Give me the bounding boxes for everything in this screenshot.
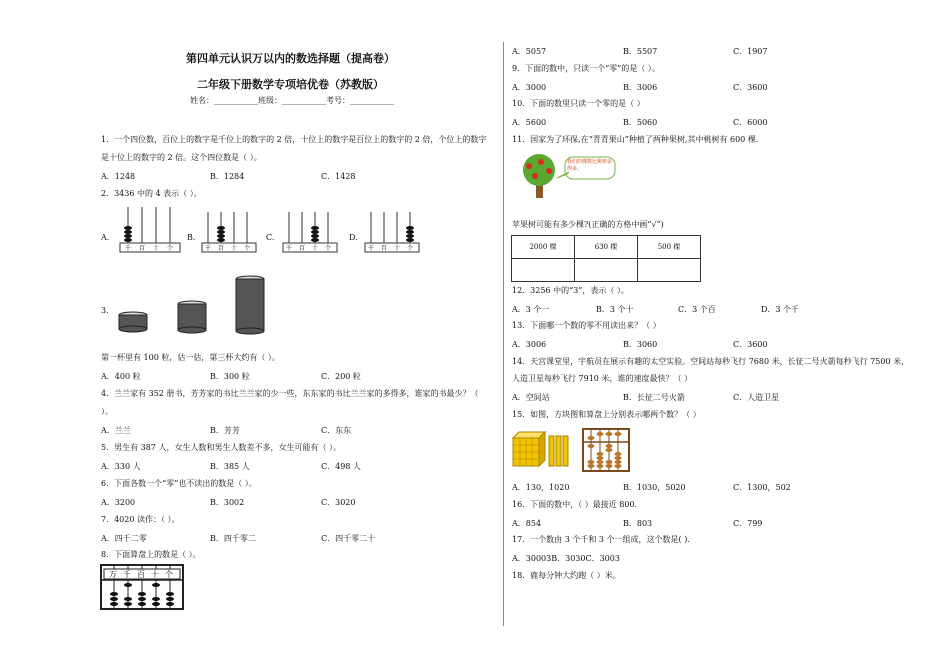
q10-option-a[interactable]: A．5600 [512, 118, 547, 127]
q3-option-b[interactable]: B．300 粒 [210, 372, 250, 381]
q8-option-a[interactable]: A．5057 [512, 47, 547, 56]
table-cell-630: 630 棵 [575, 236, 638, 259]
q9-option-b[interactable]: B．3006 [623, 83, 658, 92]
table-cell-500: 500 棵 [638, 236, 701, 259]
q4-option-b[interactable]: B．芳芳 [210, 426, 240, 435]
label-qian: 千 [205, 245, 212, 252]
cup-1-image [117, 310, 149, 334]
q13-option-a[interactable]: A．3006 [512, 340, 547, 349]
q18-text: 18．鹿每分钟大约跑（ ）米。 [512, 571, 621, 580]
q5-option-c[interactable]: C．498 人 [321, 462, 361, 471]
table-cell-2000: 2000 棵 [512, 236, 575, 259]
label-wan: 万 [109, 570, 117, 579]
q2-text: 2．3436 中的 4 表示（ ）。 [101, 189, 202, 198]
q12-option-c[interactable]: C．3 个百 [678, 305, 716, 314]
label-ge: 个 [167, 245, 174, 252]
label-qian: 千 [286, 245, 293, 252]
q14-option-a[interactable]: A．空间站 [512, 393, 550, 402]
q4-text-2: ）。 [101, 407, 113, 416]
label-qian: 千 [123, 570, 131, 579]
q1-option-c[interactable]: C．1428 [321, 172, 356, 181]
q1-option-a[interactable]: A．1248 [101, 172, 136, 181]
q12-text: 12．3256 中的“3”，表示（ ）。 [512, 286, 629, 295]
q7-text: 7．4020 读作：（ ）。 [101, 515, 180, 524]
answer-table [511, 235, 701, 282]
label-shi: 十 [394, 245, 401, 252]
q2-option-b[interactable]: B. [187, 233, 196, 242]
q11-subtext: 苹果树可能有多少棵?(正确的方格中画“√”) [512, 220, 664, 229]
check-cell-2[interactable] [575, 259, 638, 282]
q13-text: 13．下面哪一个数的零不用读出来？（ ） [512, 321, 661, 330]
q16-option-b[interactable]: B．803 [623, 519, 653, 528]
label-bai: 百 [137, 570, 145, 579]
label-qian: 千 [125, 245, 132, 252]
q6-option-c[interactable]: C．3020 [321, 498, 356, 507]
label-ge: 个 [165, 570, 173, 579]
q17-text: 17．一个数由 3 个千和 3 个一组成，这个数是( ). [512, 535, 690, 544]
base-ten-blocks-image [511, 430, 573, 470]
q15-option-a[interactable]: A．130，1020 [512, 483, 570, 492]
q6-option-b[interactable]: B．3002 [210, 498, 245, 507]
q10-text: 10．下面的数里只读一个零的是（ ） [512, 99, 645, 108]
q5-option-a[interactable]: A．330 人 [101, 462, 141, 471]
q16-option-a[interactable]: A．854 [512, 519, 542, 528]
q3-text: 第一杯里有 100 粒，估一估，第三杯大约有（ ）。 [101, 353, 280, 362]
q12-option-a[interactable]: A．3 个一 [512, 305, 550, 314]
q9-option-c[interactable]: C．3600 [733, 83, 768, 92]
label-bai: 百 [218, 245, 225, 252]
q15-option-c[interactable]: C．1300，502 [733, 483, 791, 492]
label-bai: 百 [299, 245, 306, 252]
q11-text: 11．国家为了环保,在“青青果山”种植了两种果树,其中桃树有 600 棵. [512, 135, 759, 144]
q7-option-c[interactable]: C．四千零二十 [321, 534, 376, 543]
q8-option-b[interactable]: B．5507 [623, 47, 658, 56]
q14-text-2: 人造卫星每秒飞行 7910 米，谁的速度最快？（ ） [512, 374, 692, 383]
q17-options[interactable]: A．30003B．3030C．3003 [512, 554, 620, 563]
q6-text: 6．下面各数一个“零”也不读出的数是（ ）。 [101, 479, 257, 488]
q1-text: 1．一个四位数，百位上的数字是千位上的数字的 2 倍，十位上的数字是百位上的数字的 2 倍，个位上的数字 [101, 135, 487, 144]
label-shi: 十 [153, 245, 160, 252]
q4-text: 4．兰兰家有 352 册书，芳芳家的书比兰兰家的少一些，东东家的书比兰兰家的多得多，谁家的书最少？（ [101, 389, 479, 398]
q7-option-a[interactable]: A．四千二零 [101, 534, 147, 543]
q10-option-c[interactable]: C．6000 [733, 118, 768, 127]
q3-option-a[interactable]: A．400 粒 [101, 372, 141, 381]
q14-option-b[interactable]: B．长征二号火箭 [623, 393, 685, 402]
label-ge: 个 [407, 245, 414, 252]
q12-option-d[interactable]: D．3 个千 [761, 305, 800, 314]
cup-3-image [234, 274, 266, 336]
q4-option-a[interactable]: A．兰兰 [101, 426, 131, 435]
q13-option-c[interactable]: C．3600 [733, 340, 768, 349]
cup-2-image [176, 299, 208, 335]
student-info-line: 姓名：___________班级：___________考号：___________ [190, 96, 394, 105]
label-ge: 个 [244, 245, 251, 252]
q16-text: 16．下面的数中，（ ）最接近 800． [512, 500, 643, 509]
abacus-image [100, 564, 184, 610]
q5-text: 5．男生有 387 人，女生人数和男生人数差不多，女生可能有（ ）。 [101, 443, 341, 452]
q5-option-b[interactable]: B．385 人 [210, 462, 250, 471]
q9-option-a[interactable]: A．3000 [512, 83, 547, 92]
label-qian: 千 [368, 245, 375, 252]
q16-option-c[interactable]: C．799 [733, 519, 763, 528]
check-cell-1[interactable] [512, 259, 575, 282]
label-shi: 十 [231, 245, 238, 252]
label-shi: 十 [312, 245, 319, 252]
q3-option-c[interactable]: C．200 粒 [321, 372, 361, 381]
q2-option-a[interactable]: A. [101, 233, 110, 242]
q8-text: 8．下面算盘上的数是（ ）。 [101, 550, 201, 559]
q2-option-c[interactable]: C. [266, 233, 275, 242]
q8-option-c[interactable]: C．1907 [733, 47, 768, 56]
q3-number: 3． [101, 306, 115, 315]
q14-option-c[interactable]: C．人造卫星 [733, 393, 780, 402]
q1-text-2: 是十位上的数字的 2 倍。这个四位数是（ ）。 [101, 153, 262, 162]
q15-option-b[interactable]: B．1030，5020 [623, 483, 686, 492]
counting-frame-b [200, 210, 260, 255]
q10-option-b[interactable]: B．5060 [623, 118, 658, 127]
speech-bubble-text: 我们的棵数比桃树多得多。 [567, 159, 613, 172]
q1-option-b[interactable]: B．1284 [210, 172, 245, 181]
q12-option-b[interactable]: B．3 个十 [596, 305, 634, 314]
q14-text: 14．天宫课堂里，宇航员在展示有趣的太空实验。空间站每秒飞行 7680 米，长征二号火箭每秒飞行 7500 米， [512, 357, 910, 366]
q13-option-b[interactable]: B．3060 [623, 340, 658, 349]
q15-text: 15．如图，方块图和算盘上分别表示哪两个数？（ ） [512, 410, 701, 419]
q6-option-a[interactable]: A．3200 [101, 498, 136, 507]
counting-frame-a [118, 205, 184, 255]
check-cell-3[interactable] [638, 259, 701, 282]
counting-frame-d [363, 210, 423, 255]
label-ge: 个 [325, 245, 332, 252]
abacus-image-2 [582, 428, 630, 472]
q4-option-c[interactable]: C．东东 [321, 426, 352, 435]
column-divider [503, 42, 504, 626]
counting-frame-c [281, 210, 341, 255]
label-bai: 百 [139, 245, 146, 252]
page-subtitle: 二年级下册数学专项培优卷（苏教版） [197, 78, 384, 91]
page-title: 第四单元认识万以内的数选择题（提高卷） [186, 52, 395, 65]
label-bai: 百 [381, 245, 388, 252]
q9-text: 9．下面的数中，只读一个“零”的是（ ）。 [512, 64, 660, 73]
q2-option-d[interactable]: D. [349, 233, 358, 242]
q7-option-b[interactable]: B．四千零二 [210, 534, 256, 543]
label-shi: 十 [151, 570, 159, 579]
